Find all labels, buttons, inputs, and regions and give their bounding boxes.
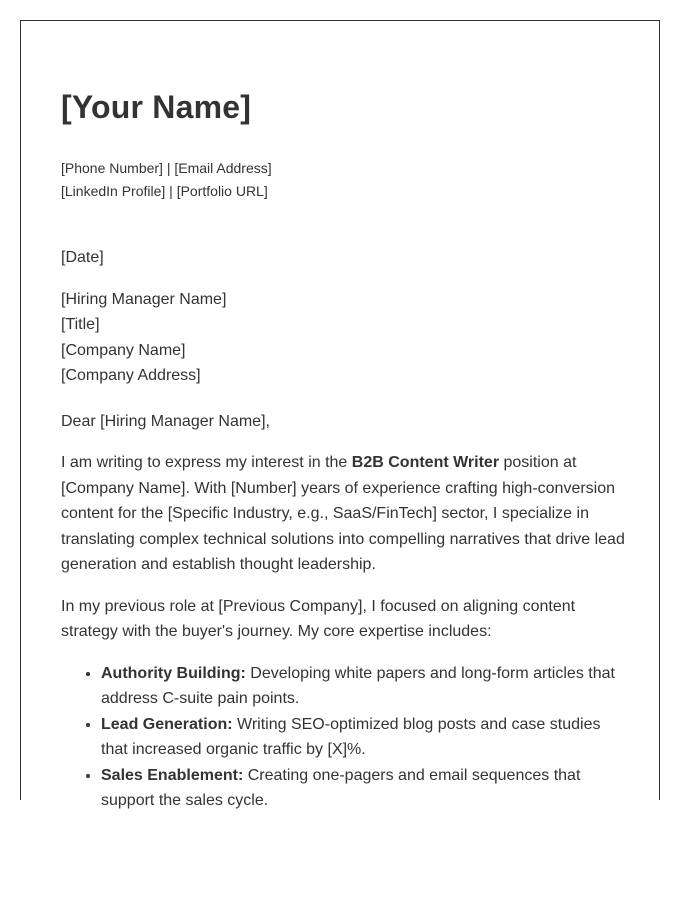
recipient-manager: [Hiring Manager Name]	[61, 290, 227, 308]
skill-label: Lead Generation:	[101, 715, 233, 733]
skill-text: Creating one-pagers and email sequences that support the sales cycle.	[101, 766, 581, 809]
recipient-title: [Title]	[61, 316, 100, 333]
letter-date: [Date]	[61, 249, 104, 266]
contact-line-linkedin-portfolio: [LinkedIn Profile] | [Portfolio URL]	[61, 183, 268, 199]
contact-info	[61, 157, 631, 203]
cover-letter-page	[20, 20, 660, 809]
applicant-name: [Your Name]	[61, 89, 252, 125]
contact-line-phone-email: [Phone Number] | [Email Address]	[61, 160, 272, 176]
job-title: B2B Content Writer	[351, 454, 500, 471]
recipient-company: [Company Name]	[61, 341, 186, 359]
greeting: Dear [Hiring Manager Name],	[61, 412, 270, 430]
recipient-address: [Company Address]	[61, 367, 201, 384]
paragraph-intro	[61, 450, 631, 578]
paragraph-intro-after: position at [Company Name]. With [Number] years of experience crafting high-conversion content for the [Specific Industry, e.g., SaaS/FinTech] sector, I specialize in translating complex technical solutions into compelling narratives that drive lead generation and establish thought leadership.	[61, 454, 625, 573]
skills-list	[61, 661, 631, 814]
list-item	[101, 712, 631, 763]
recipient-block	[61, 287, 631, 389]
skill-label: Sales Enablement:	[101, 766, 244, 784]
letter-content	[61, 87, 631, 814]
skill-label: Authority Building:	[101, 664, 246, 682]
skill-text: Developing white papers and long-form articles that address C-suite pain points.	[101, 664, 615, 707]
list-item	[101, 661, 631, 712]
paragraph-experience: In my previous role at [Previous Company], I focused on aligning content strategy with the buyer's journey. My core expertise includes:	[61, 597, 576, 640]
paragraph-intro-before: I am writing to express my interest in the	[61, 454, 352, 471]
skill-text: Writing SEO-optimized blog posts and case studies that increased organic traffic by [X]%.	[101, 715, 601, 758]
list-item	[101, 763, 631, 814]
